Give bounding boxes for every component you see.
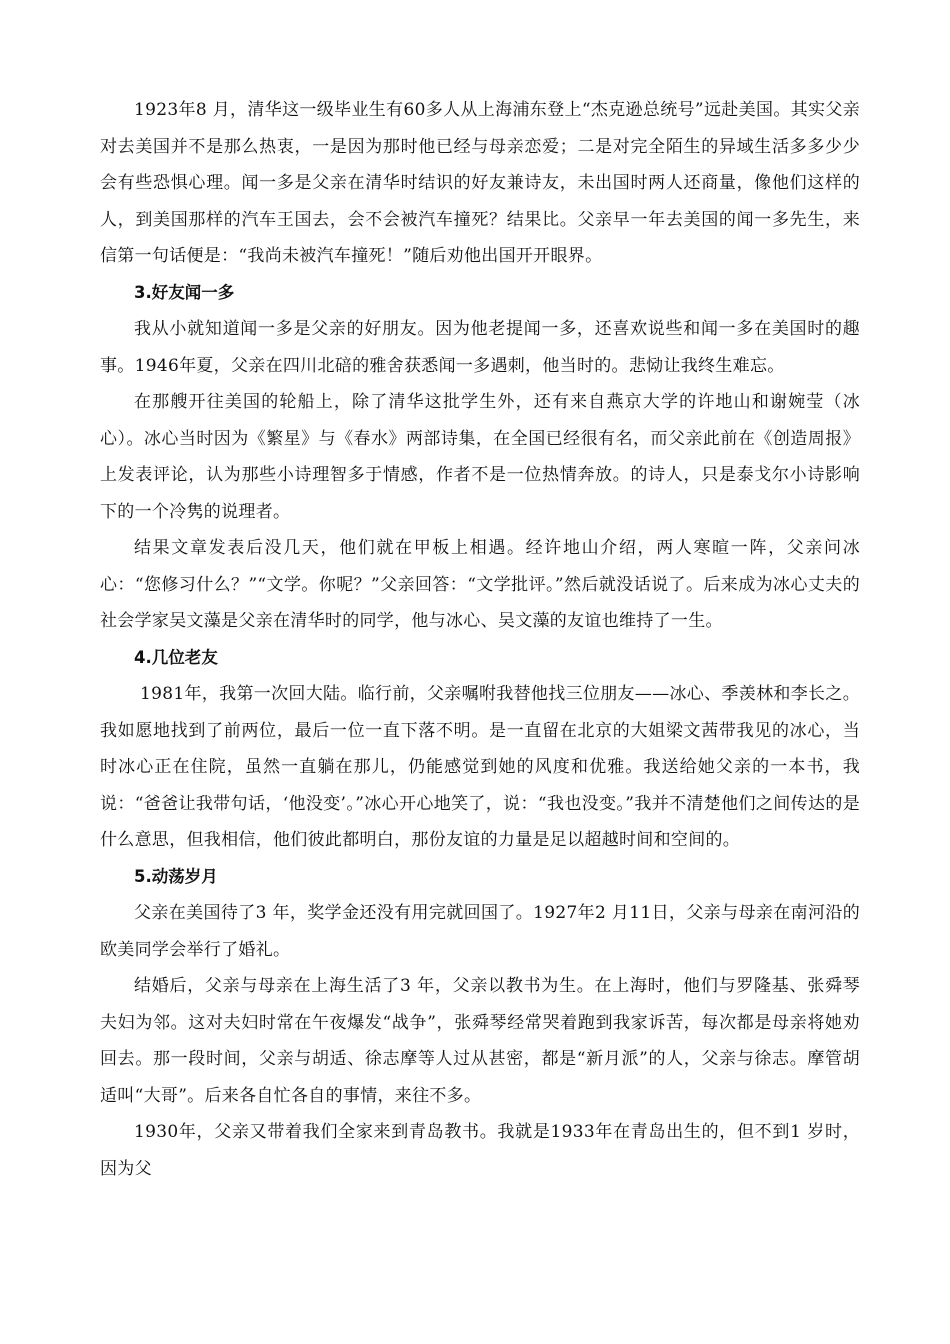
- paragraph: 1981年，我第一次回大陆。临行前，父亲嘱咐我替他找三位朋友——冰心、季羡林和李长之。我如愿地找到了前两位，最后一位一直下落不明。是一直留在北京的大姐梁文茜带我见的冰心，当时冰心正在住院，虽然一直躺在那儿，仍能感觉到她的风度和优雅。我送给她父亲的一本书，我说：“爸爸让我带句话，‘他没变’。”冰心开心地笑了，说：“我也没变。”我并不清楚他们之间传达的是什么意思，但我相信，他们彼此都明白，那份友谊的力量是足以超越时间和空间的。: [100, 684, 860, 850]
- paragraph: 结婚后，父亲与母亲在上海生活了3 年，父亲以教书为生。在上海时，他们与罗隆基、张舜琴夫妇为邻。这对夫妇时常在午夜爆发“战争”，张舜琴经常哭着跑到我家诉苦，每次都是母亲将她劝回去。那一段时间，父亲与胡适、徐志摩等人过从甚密，都是“新月派”的人，父亲与徐志。摩管胡适叫“大哥”。后来各自忙各自的事情，来往不多。: [100, 976, 860, 1106]
- paragraph: 1930年，父亲又带着我们全家来到青岛教书。我就是1933年在青岛出生的，但不到1 岁时，因为父: [100, 1122, 860, 1179]
- section-heading: 3.好友闻一多: [134, 282, 235, 302]
- paragraph: 父亲在美国待了3 年，奖学金还没有用完就回国了。1927年2 月11日，父亲与母亲在南河沿的欧美同学会举行了婚礼。: [100, 903, 860, 960]
- section-heading: 5.动荡岁月: [134, 866, 218, 886]
- paragraph: 我从小就知道闻一多是父亲的好朋友。因为他老提闻一多，还喜欢说些和闻一多在美国时的趣事。1946年夏，父亲在四川北碚的雅舍获悉闻一多遇刺，他当时的。悲恸让我终生难忘。: [100, 319, 860, 376]
- paragraph: 结果文章发表后没几天，他们就在甲板上相遇。经许地山介绍，两人寒暄一阵，父亲问冰心：“您修习什么？”“文学。你呢？”父亲回答：“文学批评。”然后就没话说了。后来成为冰心丈夫的社会学家吴文藻是父亲在清华时的同学，他与冰心、吴文藻的友谊也维持了一生。: [100, 538, 860, 631]
- section-heading: 4.几位老友: [134, 647, 218, 667]
- article-body: [100, 92, 860, 1187]
- paragraph: 在那艘开往美国的轮船上，除了清华这批学生外，还有来自燕京大学的许地山和谢婉莹（冰心）。冰心当时因为《繁星》与《春水》两部诗集，在全国已经很有名，而父亲此前在《创造周报》上发表评论，认为那些小诗理智多于情感，作者不是一位热情奔放。的诗人，只是泰戈尔小诗影响下的一个冷隽的说理者。: [100, 392, 860, 522]
- paragraph: 1923年8 月，清华这一级毕业生有60多人从上海浦东登上“杰克逊总统号”远赴美国。其实父亲对去美国并不是那么热衷，一是因为那时他已经与母亲恋爱；二是对完全陌生的异域生活多多少少会有些恐惧心理。闻一多是父亲在清华时结识的好友兼诗友，未出国时两人还商量，像他们这样的人，到美国那样的汽车王国去，会不会被汽车撞死？结果比。父亲早一年去美国的闻一多先生，来信第一句话便是：“我尚未被汽车撞死！”随后劝他出国开开眼界。: [100, 100, 860, 266]
